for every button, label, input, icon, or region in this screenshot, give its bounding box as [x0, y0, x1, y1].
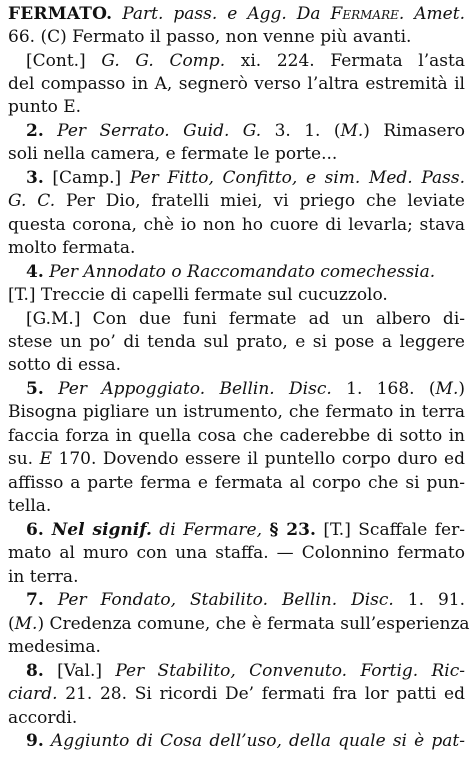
sense-line	[26, 260, 465, 284]
entry-line	[8, 25, 465, 49]
citation-text: affisso a parte ferma e fermata al corpo che si pun-	[8, 473, 465, 493]
sense-number: 5.	[26, 379, 44, 399]
entry-line	[8, 541, 465, 565]
sense-line	[26, 119, 465, 143]
entry-line	[8, 213, 465, 237]
citation-ref: 1. 168. (	[331, 379, 436, 399]
sense-number: 7.	[26, 590, 44, 610]
entry-line	[8, 353, 465, 377]
sense-number: 4.	[26, 262, 44, 282]
sense-number: 3.	[26, 168, 44, 188]
sense-definition: Per Serrato. Guid. G.	[43, 121, 262, 141]
citation-text: ) Rimasero	[363, 121, 465, 141]
sense-definition: Per Appoggiato. Bellin. Disc.	[43, 379, 332, 399]
sense-number: 2.	[26, 121, 44, 141]
entry-line	[8, 236, 465, 260]
entry-line	[8, 283, 465, 307]
citation-text: soli nella camera, e fermate le porte...	[8, 144, 338, 164]
citation-text: medesima.	[8, 637, 101, 657]
entry-line	[8, 612, 470, 636]
entry-line	[8, 565, 465, 589]
citation-text: ) Credenza comune, che è fermata sull’esperienza	[37, 614, 470, 634]
source-ref: G. C.	[8, 191, 56, 211]
sense-number: 6.	[26, 520, 44, 540]
sense-definition: Per Fondato, Stabilito. Bellin. Disc.	[43, 590, 394, 610]
citation-text: sotto di essa.	[8, 355, 122, 375]
entry-line	[8, 72, 465, 96]
cross-reference: Fermare	[330, 4, 399, 24]
citation-text: stese un po’ di tenda sul prato, e si pose a leggere	[8, 332, 465, 352]
grammar-label: Part. pass. e Agg. Da	[112, 4, 331, 24]
entry-line	[8, 471, 465, 495]
headword: FERMATO.	[8, 4, 113, 24]
citation-text: faccia forza in quella cosa che caderebbe di sotto in	[8, 426, 465, 446]
entry-line	[8, 2, 465, 26]
section-ref: § 23.	[269, 520, 316, 540]
citation-text: questa corona, chè io non ho cuore di levarla; stava	[8, 215, 465, 235]
citation-text: punto E.	[8, 97, 82, 117]
citation-text: 66. (C) Fermato il passo, non venne più avanti.	[8, 27, 412, 47]
citation-text: Bisogna pigliare un istrumento, che fermato in terra	[8, 402, 465, 422]
citation-text: molto fermata.	[8, 238, 136, 258]
citation-text: in terra.	[8, 567, 79, 587]
citation-text: Per Dio, fratelli miei, vi priego che leviate	[55, 191, 465, 211]
citation-text: xi. 224. Fermata l’asta	[225, 51, 465, 71]
citation-ref: 1. 91.	[393, 590, 465, 610]
sense-line	[26, 166, 465, 190]
citation-text: 21. 28. Si ricordi De’ fermati fra lor patti ed	[57, 684, 465, 704]
sense-definition: Nel signif.	[43, 520, 152, 540]
sense-number: 8.	[26, 661, 44, 681]
sense-definition: Per Fitto, Confitto, e sim. Med. Pass.	[129, 168, 465, 188]
citation-ref: )	[458, 379, 465, 399]
entry-line	[8, 142, 465, 166]
source-tag: M.	[14, 614, 38, 634]
citation-text: su.	[8, 449, 40, 469]
sense-line	[26, 729, 465, 753]
citation-text: [G.M.] Con due funi fermate ad un albero di-	[26, 309, 465, 329]
sense-definition: Per Annodato o Raccomandato comechessia.	[43, 262, 436, 282]
citation-ref: 3. 1. (	[261, 121, 341, 141]
source-tag: M.	[435, 379, 459, 399]
citation-text: mato al muro con una staffa. — Colonnino fermato	[8, 543, 465, 563]
entry-line	[8, 330, 465, 354]
sense-line	[26, 377, 465, 401]
sense-line	[26, 518, 465, 542]
sense-line	[26, 588, 465, 612]
source-ref: . Amet.	[398, 4, 465, 24]
citation-text: tella.	[8, 496, 52, 516]
entry-line	[8, 424, 465, 448]
entry-line	[8, 635, 465, 659]
entry-line	[8, 447, 465, 471]
source-tag: [Camp.]	[43, 168, 130, 188]
source-tag: [Cont.]	[26, 51, 102, 71]
citation-text: [T.] Treccie di capelli fermate sul cucuzzolo.	[8, 285, 388, 305]
entry-line	[8, 682, 465, 706]
source-ref: ciard.	[8, 684, 58, 704]
entry-line	[8, 400, 465, 424]
entry-line	[26, 49, 465, 73]
sense-definition: di Fermare,	[151, 520, 270, 540]
source-ref: G. G. Comp.	[101, 51, 226, 71]
citation-text: 170. Dovendo essere il puntello corpo duro ed	[52, 449, 465, 469]
source-ref: E	[39, 449, 52, 469]
entry-line	[26, 307, 465, 331]
source-tag: M.	[340, 121, 364, 141]
citation-text: del compasso in A, segnerò verso l’altra estremità il	[8, 74, 465, 94]
entry-line	[8, 494, 465, 518]
citation-text: (	[8, 614, 15, 634]
citation-text: accordi.	[8, 708, 78, 728]
sense-definition: Per Stabilito, Convenuto. Fortig. Ric-	[115, 661, 465, 681]
citation-text: [T.] Scaffale fer-	[315, 520, 465, 540]
entry-line	[8, 95, 465, 119]
sense-number: 9.	[26, 731, 44, 751]
entry-line	[8, 189, 465, 213]
sense-line	[26, 659, 465, 683]
source-tag: [Val.]	[43, 661, 116, 681]
sense-definition: Aggiunto di Cosa dell’uso, della quale si è pat-	[43, 731, 465, 751]
entry-line	[8, 706, 465, 730]
